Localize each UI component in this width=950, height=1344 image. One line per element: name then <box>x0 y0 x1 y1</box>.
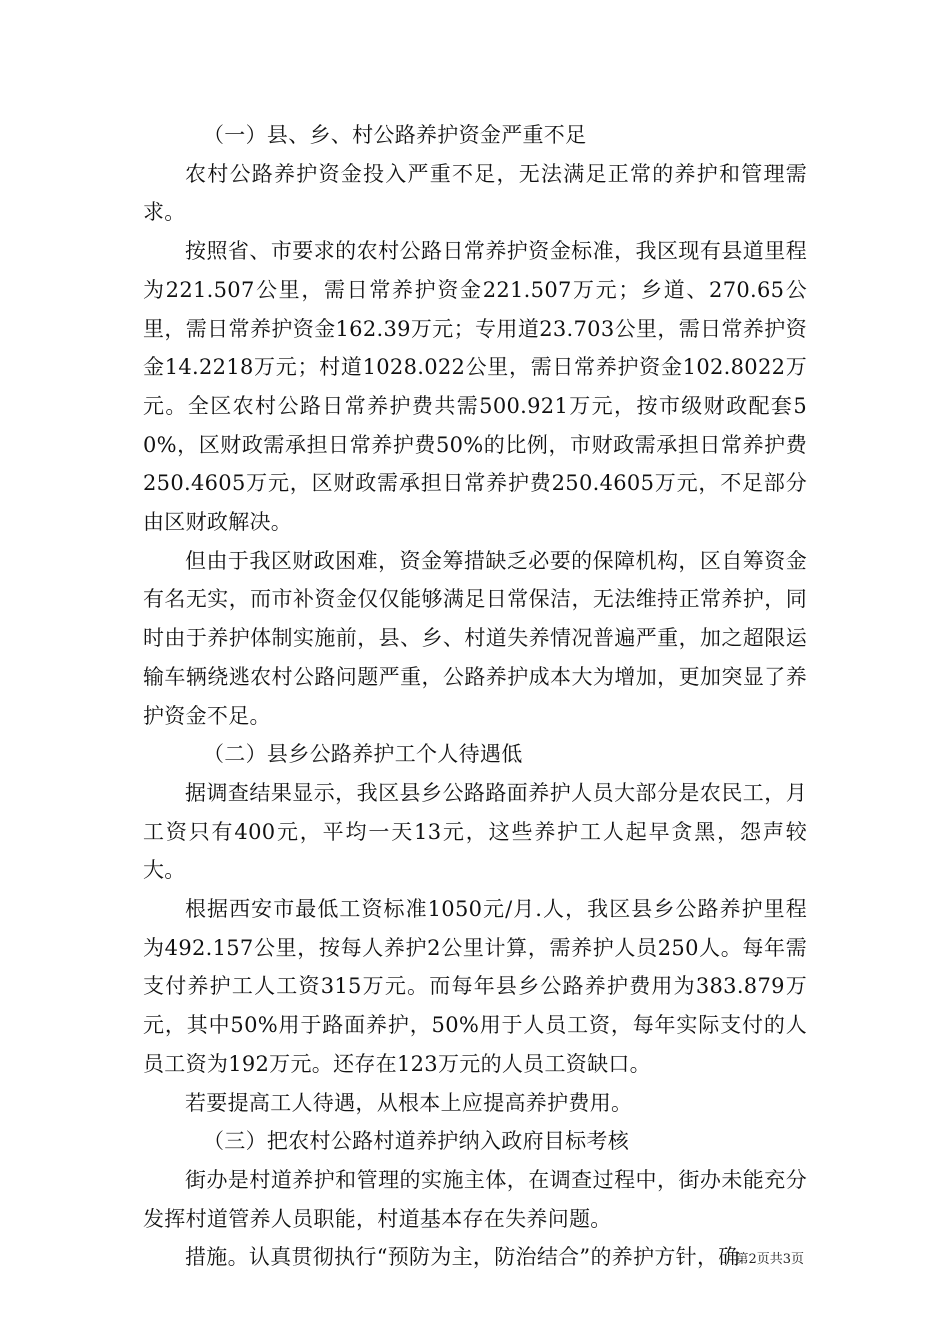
paragraph: 据调查结果显示，我区县乡公路路面养护人员大部分是农民工，月工资只有400元，平均一天13元，这些养护工人起早贪黑，怨声较大。 <box>143 780 807 883</box>
paragraph: 按照省、市要求的农村公路日常养护资金标准，我区现有县道里程为221.507公里，需日常养护资金221.507万元；乡道、270.65公里，需日常养护资金162.39万元；专用道23.703公里，需日常养护资金14.2218万元；村道1028.022公里，需日常养护资金102.8022万元。全区农村公路日常养护费共需500.921万元，按市级财政配套50%，区财政需承担日常养护费50%的比例，市财政需承担日常养护费250.4605万元，区财政需承担日常养护费250.4605万元，不足部分由区财政解决。 <box>143 239 807 535</box>
document-body <box>143 116 807 1277</box>
paragraph: 根据西安市最低工资标准1050元/月.人，我区县乡公路养护里程为492.157公里，按每人养护2公里计算，需养护人员250人。每年需支付养护工人工资315万元。而每年县乡公路养护费用为383.879万元，其中50%用于路面养护，50%用于人员工资，每年实际支付的人员工资为192万元。还存在123万元的人员工资缺口。 <box>143 897 807 1076</box>
section-heading-3: （三）把农村公路村道养护纳入政府目标考核 <box>203 1129 629 1154</box>
paragraph: 措施。认真贯彻执行“预防为主，防治结合”的养护方针，确 <box>185 1245 740 1270</box>
page-number-footer: 第2页共3页 <box>735 1252 804 1267</box>
paragraph: 若要提高工人待遇，从根本上应提高养护费用。 <box>185 1090 633 1115</box>
paragraph: 农村公路养护资金投入严重不足，无法满足正常的养护和管理需求。 <box>143 161 807 225</box>
section-heading-2: （二）县乡公路养护工个人待遇低 <box>203 742 523 767</box>
paragraph: 街办是村道养护和管理的实施主体，在调查过程中，街办未能充分发挥村道管养人员职能，村道基本存在失养问题。 <box>143 1167 807 1231</box>
paragraph: 但由于我区财政困难，资金筹措缺乏必要的保障机构，区自筹资金有名无实，而市补资金仅仅能够满足日常保洁，无法维持正常养护，同时由于养护体制实施前，县、乡、村道失养情况普遍严重，加之超限运输车辆绕逃农村公路问题严重，公路养护成本大为增加，更加突显了养护资金不足。 <box>143 548 807 728</box>
section-heading-1: （一）县、乡、村公路养护资金严重不足 <box>203 123 587 147</box>
